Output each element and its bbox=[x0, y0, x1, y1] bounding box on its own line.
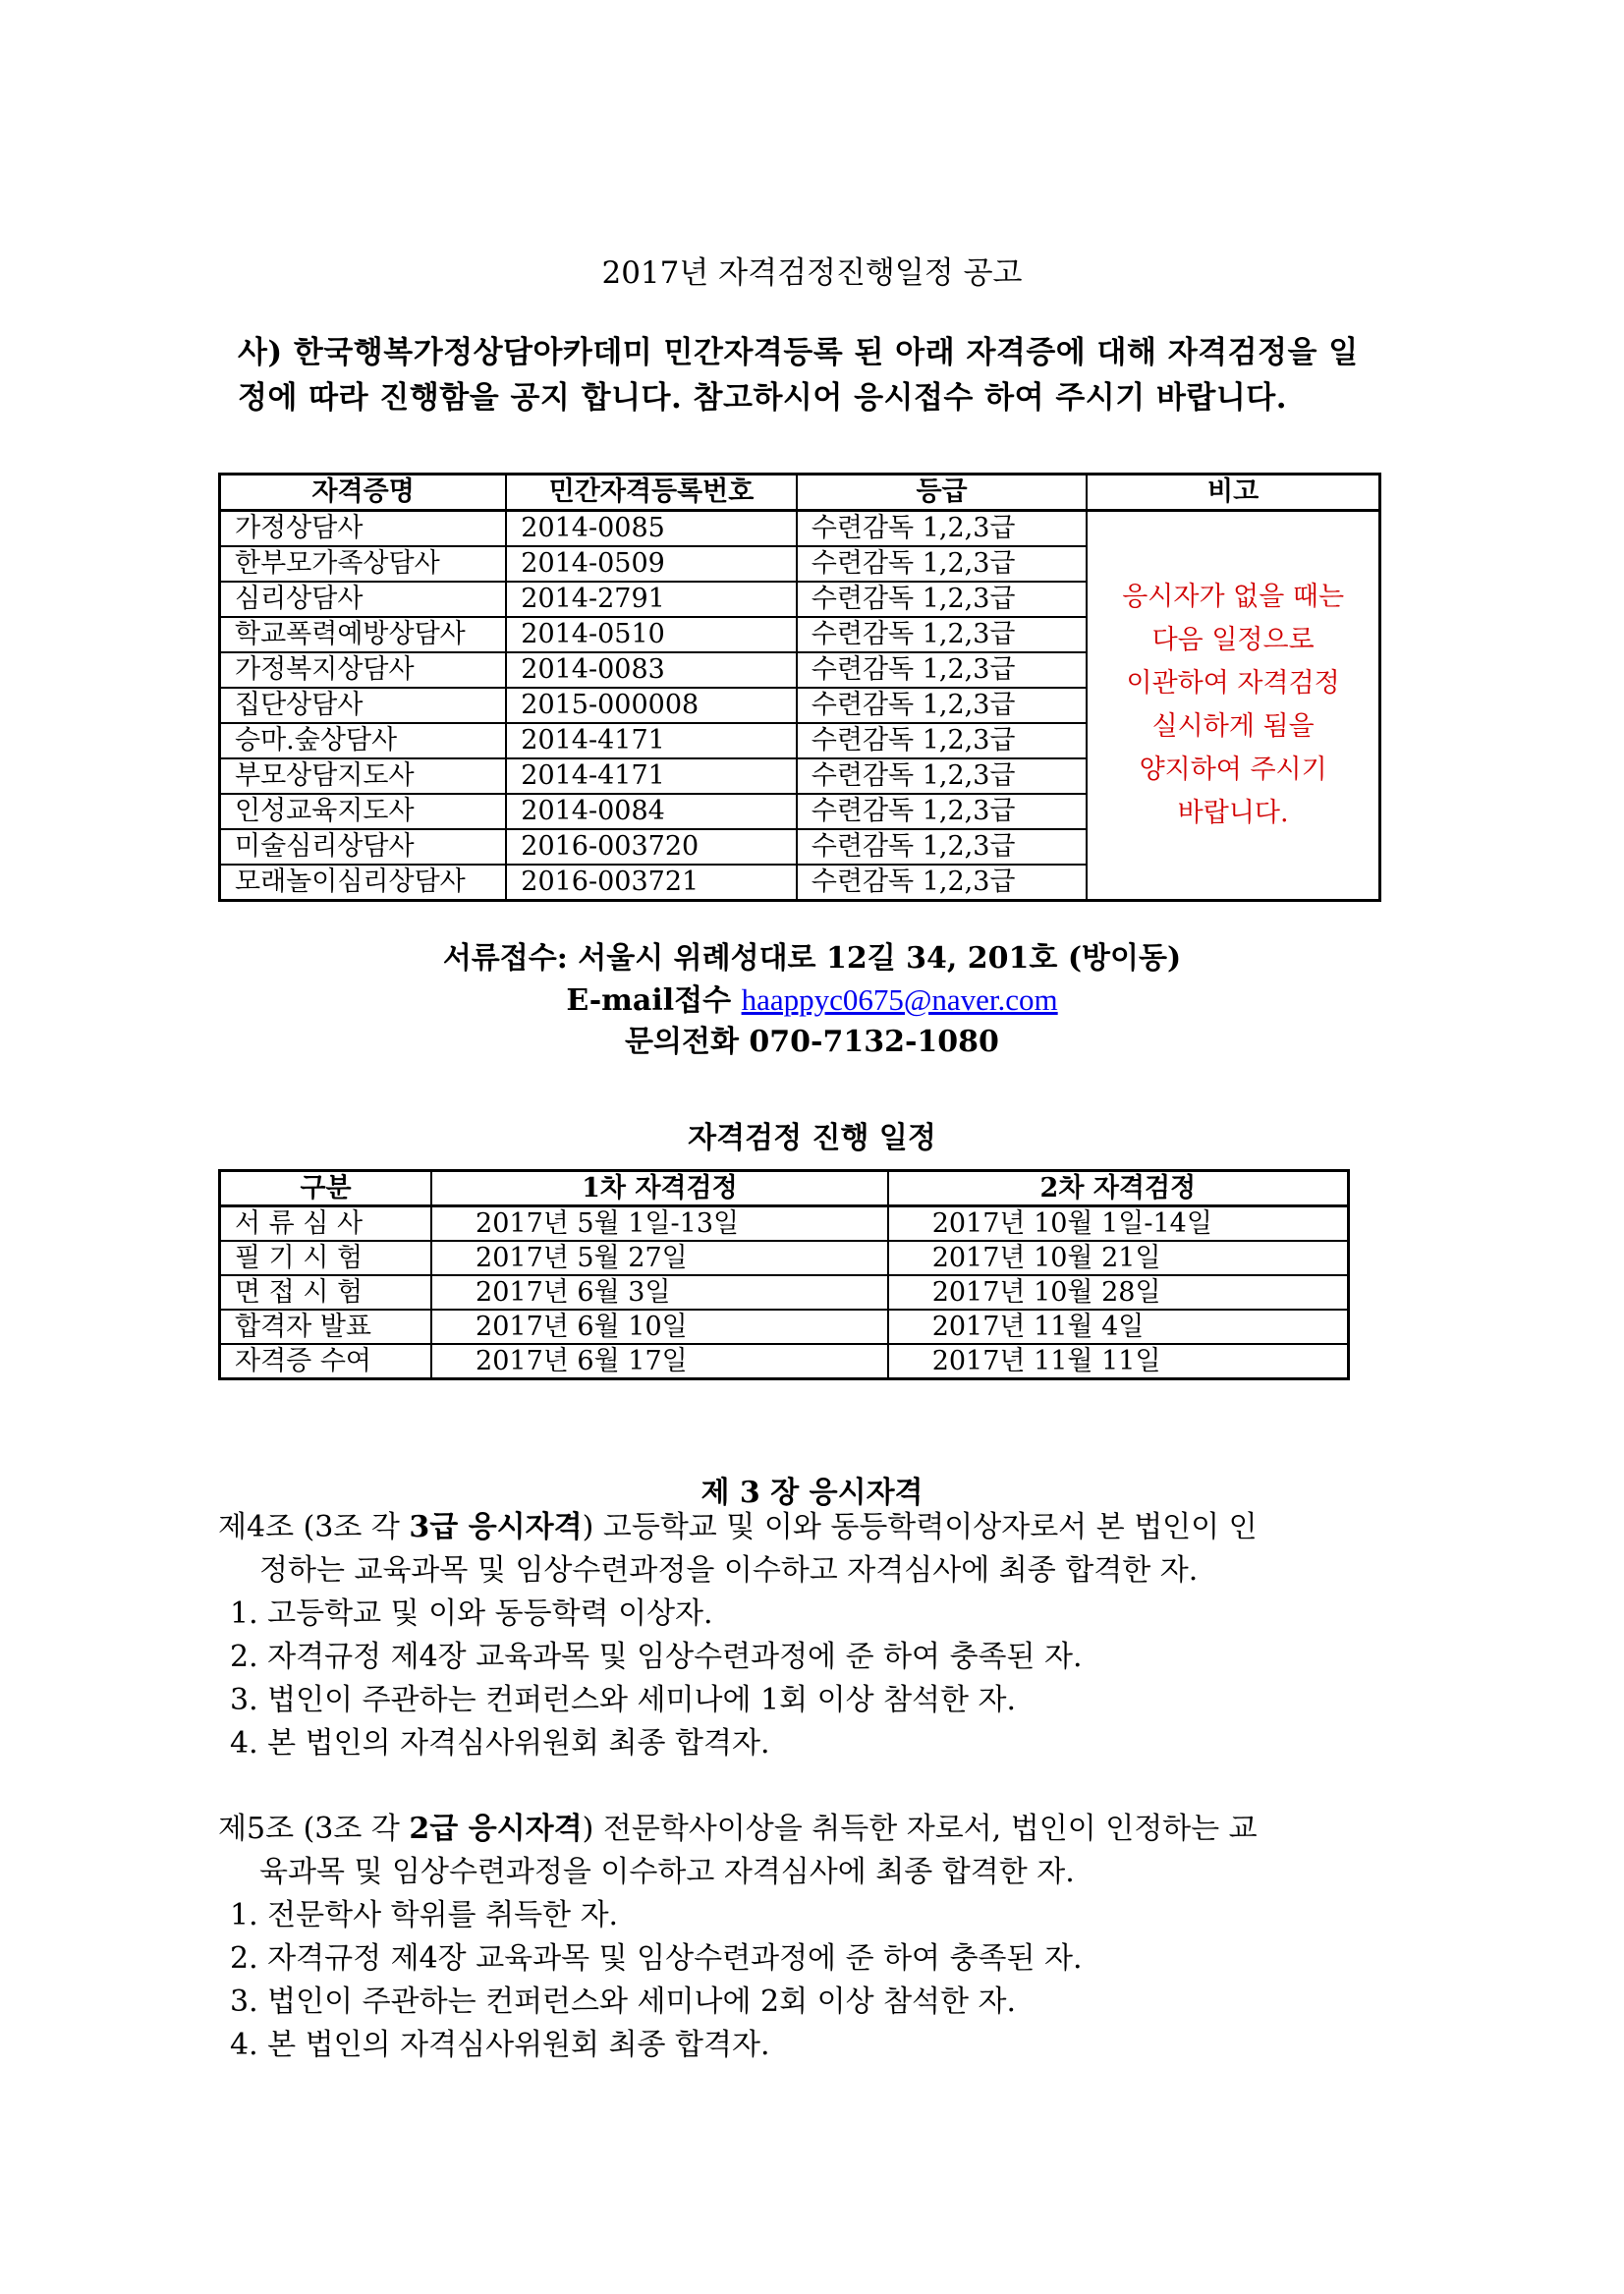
page-title: 2017년 자격검정진행일정 공고 bbox=[601, 255, 1023, 291]
reg-number-cell: 2014-4171 bbox=[506, 723, 797, 758]
grade-cell: 수련감독 1,2,3급 bbox=[797, 758, 1088, 794]
grade-cell: 수련감독 1,2,3급 bbox=[797, 865, 1088, 901]
article-heading bbox=[218, 1506, 1387, 1549]
schedule-table-header bbox=[220, 1171, 1349, 1206]
list-item: 3. 법인이 주관하는 컨퍼런스와 세미나에 2회 이상 참석한 자. bbox=[230, 1985, 1017, 2019]
second-exam-date-cell: 2017년 10월 1일-14일 bbox=[888, 1206, 1349, 1242]
cert-name-cell: 가정복지상담사 bbox=[220, 652, 507, 688]
remark-line: 실시하게 됨을 bbox=[1151, 711, 1315, 742]
header-cert-name: 자격증명 bbox=[220, 475, 507, 511]
email-link[interactable]: haappyc0675@naver.com bbox=[741, 982, 1058, 1017]
qualification-table bbox=[218, 473, 1381, 902]
header-category: 구분 bbox=[220, 1171, 432, 1206]
article-text: ) 전문학사이상을 취득한 자로서, 법인이 인정하는 교 bbox=[582, 1812, 1258, 1846]
header-second-exam: 2차 자격검정 bbox=[888, 1171, 1349, 1206]
table-row bbox=[220, 1206, 1349, 1242]
first-exam-date-cell: 2017년 5월 27일 bbox=[431, 1241, 888, 1275]
table-row bbox=[220, 1275, 1349, 1310]
list-item: 4. 본 법인의 자격심사위원회 최종 합격자. bbox=[230, 2028, 770, 2062]
phone-line: 문의전화 070-7132-1080 bbox=[625, 1025, 999, 1059]
reg-number-cell: 2016-003720 bbox=[506, 829, 797, 865]
article-continuation: 정하는 교육과목 및 임상수련과정을 이수하고 자격심사에 최종 합격한 자. bbox=[259, 1553, 1199, 1588]
reg-number-cell: 2014-0510 bbox=[506, 617, 797, 652]
table-row bbox=[220, 1344, 1349, 1379]
article-5 bbox=[218, 1808, 1387, 2067]
grade-cell: 수련감독 1,2,3급 bbox=[797, 723, 1088, 758]
remark-line: 이관하여 자격검정 bbox=[1126, 668, 1340, 699]
category-cell: 서 류 심 사 bbox=[220, 1206, 432, 1242]
category-cell: 필 기 시 험 bbox=[220, 1241, 432, 1275]
second-exam-date-cell: 2017년 11월 11일 bbox=[888, 1344, 1349, 1379]
address-line: 서류접수: 서울시 위례성대로 12길 34, 201호 (방이동) bbox=[442, 941, 1182, 976]
article-heading bbox=[218, 1808, 1387, 1851]
list-item: 2. 자격규정 제4장 교육과목 및 임상수련과정에 준 하여 충족된 자. bbox=[230, 1640, 1083, 1674]
remark-cell bbox=[1087, 511, 1379, 901]
reg-number-cell: 2014-0085 bbox=[506, 511, 797, 547]
remark-line: 응시자가 없을 때는 bbox=[1122, 582, 1345, 612]
second-exam-date-cell: 2017년 10월 28일 bbox=[888, 1275, 1349, 1310]
article-continuation: 육과목 및 임상수련과정을 이수하고 자격심사에 최종 합격한 자. bbox=[259, 1855, 1075, 1889]
cert-name-cell: 가정상담사 bbox=[220, 511, 507, 547]
grade-cell: 수련감독 1,2,3급 bbox=[797, 617, 1088, 652]
cert-name-cell: 미술심리상담사 bbox=[220, 829, 507, 865]
cert-name-cell: 집단상담사 bbox=[220, 688, 507, 723]
reg-number-cell: 2014-0509 bbox=[506, 546, 797, 582]
category-cell: 면 접 시 험 bbox=[220, 1275, 432, 1310]
schedule-table bbox=[218, 1169, 1350, 1380]
remark-line: 양지하여 주시기 bbox=[1139, 755, 1327, 785]
grade-cell: 수련감독 1,2,3급 bbox=[797, 829, 1088, 865]
cert-name-cell: 인성교육지도사 bbox=[220, 794, 507, 829]
reg-number-cell: 2016-003721 bbox=[506, 865, 797, 901]
list-item: 1. 고등학교 및 이와 동등학력 이상자. bbox=[230, 1596, 713, 1631]
cert-name-cell: 승마.숲상담사 bbox=[220, 723, 507, 758]
first-exam-date-cell: 2017년 6월 3일 bbox=[431, 1275, 888, 1310]
grade-cell: 수련감독 1,2,3급 bbox=[797, 652, 1088, 688]
reg-number-cell: 2014-0084 bbox=[506, 794, 797, 829]
remark-line: 바랍니다. bbox=[1177, 798, 1289, 828]
cert-name-cell: 모래놀이심리상담사 bbox=[220, 865, 507, 901]
grade-cell: 수련감독 1,2,3급 bbox=[797, 511, 1088, 547]
first-exam-date-cell: 2017년 6월 17일 bbox=[431, 1344, 888, 1379]
grade-cell: 수련감독 1,2,3급 bbox=[797, 688, 1088, 723]
second-exam-date-cell: 2017년 10월 21일 bbox=[888, 1241, 1349, 1275]
cert-name-cell: 부모상담지도사 bbox=[220, 758, 507, 794]
article-4 bbox=[218, 1506, 1387, 1765]
table-row bbox=[220, 1310, 1349, 1344]
schedule-title: 자격검정 진행 일정 bbox=[688, 1121, 936, 1155]
list-item: 1. 전문학사 학위를 취득한 자. bbox=[230, 1898, 619, 1932]
reg-number-cell: 2014-0083 bbox=[506, 652, 797, 688]
cert-name-cell: 학교폭력예방상담사 bbox=[220, 617, 507, 652]
table-row bbox=[220, 511, 1380, 547]
header-grade: 등급 bbox=[797, 475, 1088, 511]
table-row bbox=[220, 1241, 1349, 1275]
first-exam-date-cell: 2017년 5월 1일-13일 bbox=[431, 1206, 888, 1242]
email-label: E-mail접수 bbox=[566, 983, 742, 1018]
reg-number-cell: 2015-000008 bbox=[506, 688, 797, 723]
list-item: 3. 법인이 주관하는 컨퍼런스와 세미나에 1회 이상 참석한 자. bbox=[230, 1683, 1017, 1717]
header-first-exam: 1차 자격검정 bbox=[431, 1171, 888, 1206]
list-item: 2. 자격규정 제4장 교육과목 및 임상수련과정에 준 하여 충족된 자. bbox=[230, 1941, 1083, 1976]
article-grade: 3급 응시자격 bbox=[409, 1510, 583, 1544]
reg-number-cell: 2014-2791 bbox=[506, 582, 797, 617]
email-line bbox=[0, 979, 1624, 1022]
article-prefix: 제4조 (3조 각 bbox=[218, 1510, 410, 1544]
grade-cell: 수련감독 1,2,3급 bbox=[797, 546, 1088, 582]
cert-name-cell: 심리상담사 bbox=[220, 582, 507, 617]
article-text: ) 고등학교 및 이와 동등학력이상자로서 본 법인이 인 bbox=[582, 1510, 1258, 1544]
remark-line: 다음 일정으로 bbox=[1151, 625, 1315, 655]
chapter-title: 제 3 장 응시자격 bbox=[700, 1476, 924, 1510]
cert-name-cell: 한부모가족상담사 bbox=[220, 546, 507, 582]
first-exam-date-cell: 2017년 6월 10일 bbox=[431, 1310, 888, 1344]
article-grade: 2급 응시자격 bbox=[409, 1812, 583, 1846]
contact-info bbox=[0, 938, 1624, 1063]
header-reg-number: 민간자격등록번호 bbox=[506, 475, 797, 511]
grade-cell: 수련감독 1,2,3급 bbox=[797, 794, 1088, 829]
category-cell: 자격증 수여 bbox=[220, 1344, 432, 1379]
header-remark: 비고 bbox=[1087, 475, 1379, 511]
reg-number-cell: 2014-4171 bbox=[506, 758, 797, 794]
article-prefix: 제5조 (3조 각 bbox=[218, 1812, 410, 1846]
intro-paragraph: 사) 한국행복가정상담아카데미 민간자격등록 된 아래 자격증에 대해 자격검정을 일정에 따라 진행함을 공지 합니다. 참고하시어 응시접수 하여 주시기 바랍니다. bbox=[238, 335, 1359, 416]
grade-cell: 수련감독 1,2,3급 bbox=[797, 582, 1088, 617]
category-cell: 합격자 발표 bbox=[220, 1310, 432, 1344]
second-exam-date-cell: 2017년 11월 4일 bbox=[888, 1310, 1349, 1344]
list-item: 4. 본 법인의 자격심사위원회 최종 합격자. bbox=[230, 1726, 770, 1761]
qualification-table-header bbox=[220, 475, 1380, 511]
